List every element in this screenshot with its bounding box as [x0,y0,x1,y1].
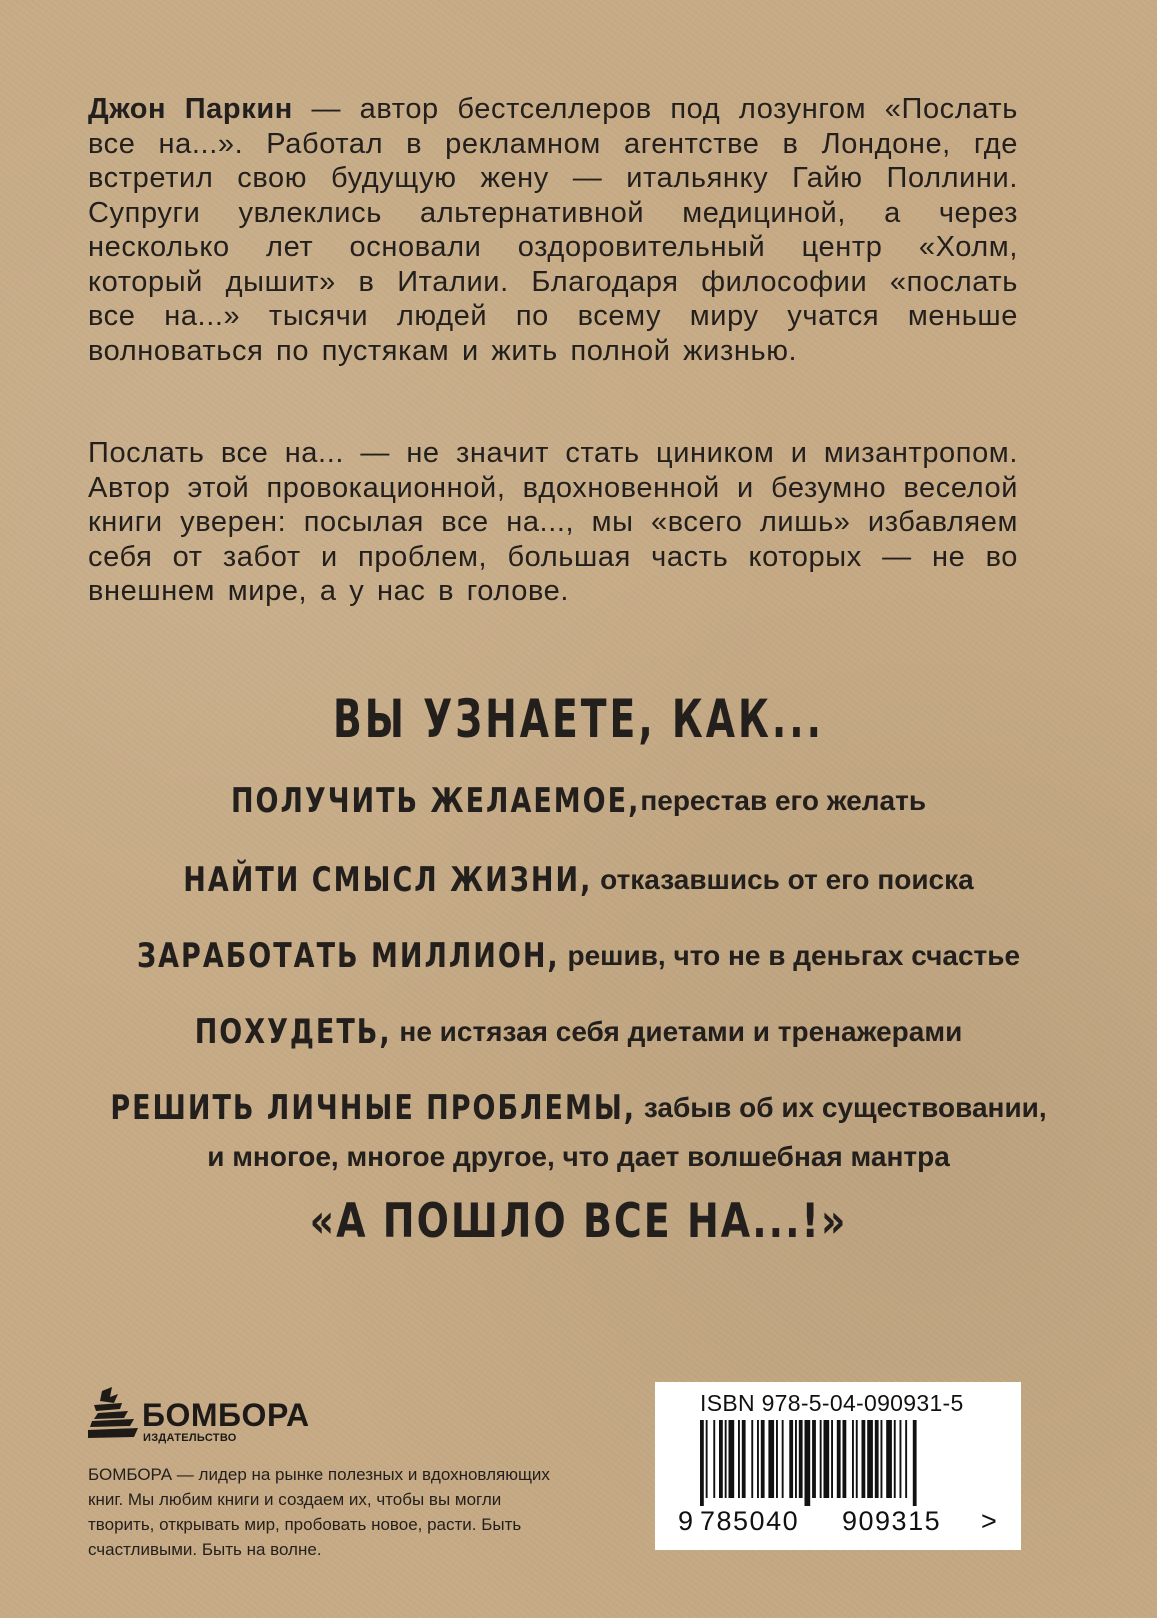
barcode-bar [713,1420,715,1498]
barcode-bar [742,1420,746,1498]
barcode-bar [886,1420,892,1498]
benefit-text: решив, что не в деньгах счастье [559,940,1021,971]
barcode-bar [768,1420,774,1498]
barcode-bar [700,1420,704,1506]
barcode-bar [881,1420,883,1498]
barcode-bar [706,1420,708,1498]
barcode-bar [831,1420,833,1498]
barcode-bar [761,1420,765,1498]
barcode-first-digit: 9 [678,1506,694,1536]
benefit-highlight: НАЙТИ СМЫСЛ ЖИЗНИ, [183,861,593,900]
barcode-left-group: 785040 [700,1506,800,1536]
barcode-bar [812,1420,816,1498]
benefit-text: перестав его желать [640,785,927,816]
barcode-bar [757,1420,759,1498]
barcode-bar [729,1420,735,1498]
benefit-item [0,782,1157,821]
benefit-highlight: ПОЛУЧИТЬ ЖЕЛАЕМОЕ, [230,782,641,821]
barcode-bar [894,1420,896,1498]
barcode-bar [824,1420,830,1498]
benefit-item [0,861,1157,900]
barcode-bar [843,1420,847,1498]
barcode-bar [751,1420,753,1498]
barcode-bar [913,1420,917,1506]
barcode-bar [852,1420,854,1498]
benefit-text: забыв об их существовании, [636,1092,1047,1123]
barcode-bar [900,1420,902,1498]
benefit-highlight: РЕШИТЬ ЛИЧНЫЕ ПРОБЛЕМЫ, [110,1089,637,1128]
barcode-bar [862,1420,866,1498]
isbn-label: ISBN 978-5-04-090931-5 [700,1390,964,1416]
barcode-bar [820,1420,822,1498]
closing-line: и многое, многое другое, что дает волшебная мантра [207,1141,950,1172]
barcode-right-group: 909315 [842,1506,942,1536]
about-author-paragraph [88,92,1018,368]
barcode-bar [719,1420,723,1498]
benefit-item [0,1089,1157,1128]
barcode-bar [776,1420,778,1498]
barcode-bar [856,1420,858,1498]
benefit-highlight: ЗАРАБОТАТЬ МИЛЛИОН, [136,937,560,976]
publisher-name: БОМБОРА [142,1397,310,1433]
book-description: Послать все на... — не значит стать циником и мизантропом. Автор этой провокационной, вдохновенной и безумно веселой книги уверен: посылая все на..., мы «всего лишь» избавляем себя от забот и проблем, большая часть которых — не во внешнем мире, а у нас в голове. [88,437,1018,607]
barcode-bar [789,1420,793,1498]
benefit-item [0,1013,1157,1052]
barcode-bar [867,1420,873,1498]
publisher-subtitle: ИЗДАТЕЛЬСТВО [143,1432,237,1444]
barcode-bar [905,1420,907,1498]
about-author-text: — автор бестселлеров под лозунгом «Послать все на...». Работал в рекламном агентстве в Лондоне, где встретил свою будущую жену — итальянку Гайю Поллини. Супруги увлеклись альтернативной медициной, а через несколько лет основали оздоровительный центр «Холм, который дышит» в Италии. Благодаря философии «послать все на...» тысячи людей по всему миру учатся меньше волноваться по пустякам и жить полной жизнью. [88,93,1018,367]
benefit-text: не истязая себя диетами и тренажерами [391,1016,963,1047]
benefit-highlight: ПОХУДЕТЬ, [194,1013,392,1052]
barcode-icon [680,1420,980,1506]
barcode-bar [805,1420,811,1506]
barcode-bar [875,1420,879,1498]
barcode-bar [837,1420,841,1498]
barcode-end-mark: > [981,1506,997,1536]
benefit-text: отказавшись от его поиска [592,864,974,895]
mantra: «А ПОШЛО ВСЕ НА...!» [309,1193,848,1248]
barcode-bar [725,1420,727,1498]
author-name: Джон Паркин [88,93,293,125]
headline: ВЫ УЗНАЕТЕ, КАК... [333,688,824,750]
barcode-bar [738,1420,740,1498]
publisher-description: БОМБОРА — лидер на рынке полезных и вдохновляющих книг. Мы любим книги и создаем их, чтобы вы могли творить, открывать мир, пробовать новое, расти. Быть счастливыми. Быть на волне. [88,1465,550,1559]
barcode-bar [782,1420,784,1498]
benefit-item [0,937,1157,976]
barcode-bar [795,1420,797,1498]
barcode-bar [799,1420,803,1498]
